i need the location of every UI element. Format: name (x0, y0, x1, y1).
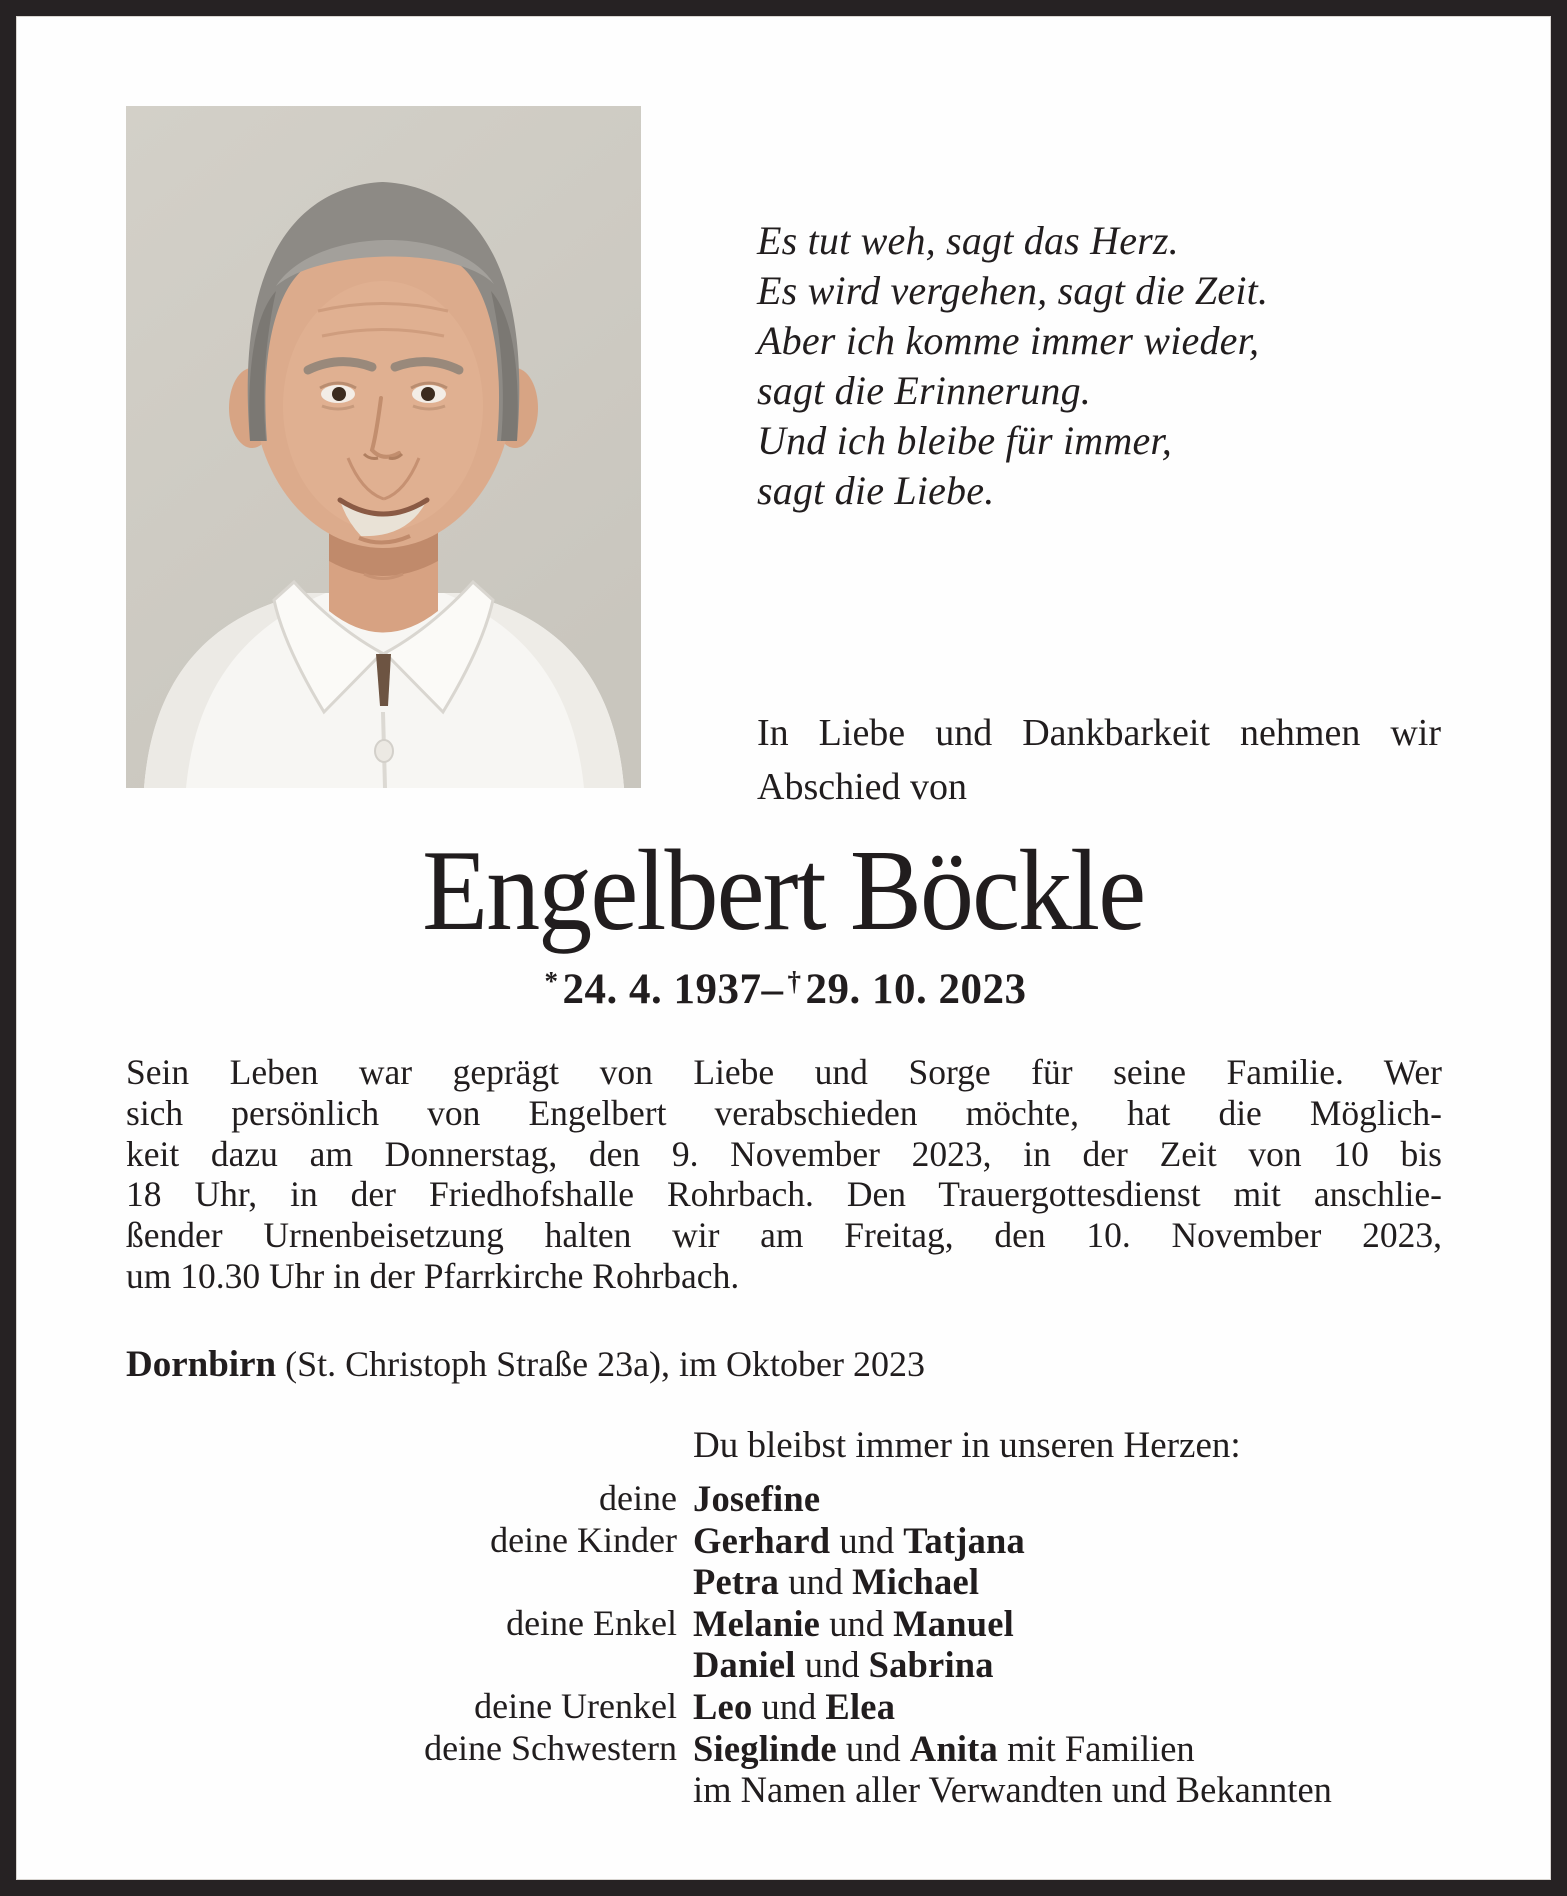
birth-star-symbol: * (544, 966, 559, 996)
mourner-row (126, 1561, 1516, 1603)
mourner-row (126, 1644, 1516, 1686)
mourner-name: Josefine (693, 1478, 821, 1519)
announcement-line: sich persönlich von Engelbert verabschieden möchte, hat die Möglich- (126, 1092, 1442, 1133)
mourner-name: Gerhard (693, 1519, 831, 1561)
announcement-line: 18 Uhr, in der Friedhofshalle Rohrbach. Den Trauergottesdienst mit anschlie- (126, 1174, 1442, 1215)
mourner-name: Melanie (693, 1602, 821, 1644)
death-cross-symbol: † (787, 966, 802, 996)
farewell-intro-line-1: In Liebe und Dankbarkeit nehmen wir (757, 712, 1441, 754)
mourner-name: Anita (909, 1727, 998, 1769)
portrait-photo (126, 106, 641, 788)
poem-line: sagt die Liebe. (757, 468, 995, 513)
mourner-names (693, 1686, 895, 1728)
portrait-photo-drawing (126, 106, 641, 788)
mourner-name: Petra (693, 1561, 780, 1603)
deceased-name (16, 827, 1551, 955)
mourner-names (693, 1520, 1025, 1562)
mourner-relation-label: deine (599, 1478, 677, 1518)
mourner-names (693, 1769, 1332, 1811)
mourner-name: Tatjana (903, 1519, 1026, 1561)
mourners-list (126, 1478, 1516, 1811)
farewell-heading: Du bleibst immer in unseren Herzen: (693, 1425, 1241, 1466)
farewell-intro (757, 706, 1441, 814)
dateline-city: Dornbirn (126, 1344, 277, 1385)
mourner-name: Leo (693, 1685, 753, 1727)
mourner-row (126, 1520, 1516, 1562)
mourner-name: Sabrina (868, 1644, 994, 1686)
announcement-text (126, 1052, 1442, 1297)
announcement-line: keit dazu am Donnerstag, den 9. November 2023, in der Zeit von 10 bis (126, 1133, 1442, 1174)
mourner-name: Manuel (893, 1602, 1014, 1644)
memorial-poem (757, 216, 1268, 516)
mourner-row (126, 1478, 1516, 1520)
mourner-connector: mit Familien (998, 1727, 1195, 1769)
poem-line: Es tut weh, sagt das Herz. (757, 218, 1179, 263)
mourner-connector: im Namen aller Verwandten und Bekannten (693, 1769, 1332, 1811)
announcement-line: um 10.30 Uhr in der Pfarrkirche Rohrbach. (126, 1255, 740, 1296)
mourner-connector: und (820, 1602, 894, 1644)
mourner-name: Elea (825, 1685, 896, 1727)
mourner-row (126, 1769, 1516, 1811)
mourner-relation-label: deine Urenkel (474, 1685, 677, 1726)
mourner-relation-label: deine Schwestern (424, 1727, 677, 1768)
mourner-row (126, 1686, 1516, 1728)
mourner-connector: und (752, 1685, 826, 1727)
mourner-names (693, 1561, 979, 1603)
poem-line: Es wird vergehen, sagt die Zeit. (757, 268, 1269, 313)
birth-date: 24. 4. 1937 (562, 966, 762, 1013)
dates-separator: – (761, 966, 784, 1013)
place-dateline (126, 1342, 925, 1387)
mourner-names (693, 1478, 820, 1520)
mourner-connector: und (830, 1519, 904, 1561)
mourner-name: Daniel (693, 1644, 796, 1686)
poem-line: sagt die Erinnerung. (757, 368, 1091, 413)
mourner-row (126, 1603, 1516, 1645)
announcement-line: Sein Leben war geprägt von Liebe und Sorge für seine Familie. Wer (126, 1052, 1442, 1092)
mourner-connector: und (795, 1644, 869, 1686)
mourner-relation-label: deine Kinder (490, 1519, 677, 1560)
mourner-relation-label (126, 1561, 677, 1603)
mourner-row (126, 1728, 1516, 1770)
mourner-connector: und (779, 1561, 853, 1603)
poem-line: Aber ich komme immer wieder, (757, 318, 1260, 363)
mourner-connector: und (836, 1727, 910, 1769)
mourner-relation-label (126, 1644, 677, 1686)
life-dates (16, 966, 1551, 1018)
mourner-names (693, 1603, 1014, 1645)
dateline-rest: (St. Christoph Straße 23a), im Oktober 2023 (276, 1344, 926, 1384)
mourner-names (693, 1644, 994, 1686)
mourner-name: Sieglinde (693, 1727, 837, 1769)
farewell-intro-line-2: Abschied von (757, 766, 968, 808)
mourner-relation-label: deine Enkel (506, 1602, 677, 1643)
mourner-names (693, 1728, 1195, 1770)
mourner-relation-label (126, 1769, 677, 1811)
announcement-line: ßender Urnenbeisetzung halten wir am Freitag, den 10. November 2023, (126, 1215, 1442, 1256)
deceased-name-text: Engelbert Böckle (422, 827, 1145, 955)
mourner-name: Michael (852, 1561, 980, 1603)
poem-line: Und ich bleibe für immer, (757, 418, 1172, 463)
death-date: 29. 10. 2023 (805, 966, 1027, 1013)
